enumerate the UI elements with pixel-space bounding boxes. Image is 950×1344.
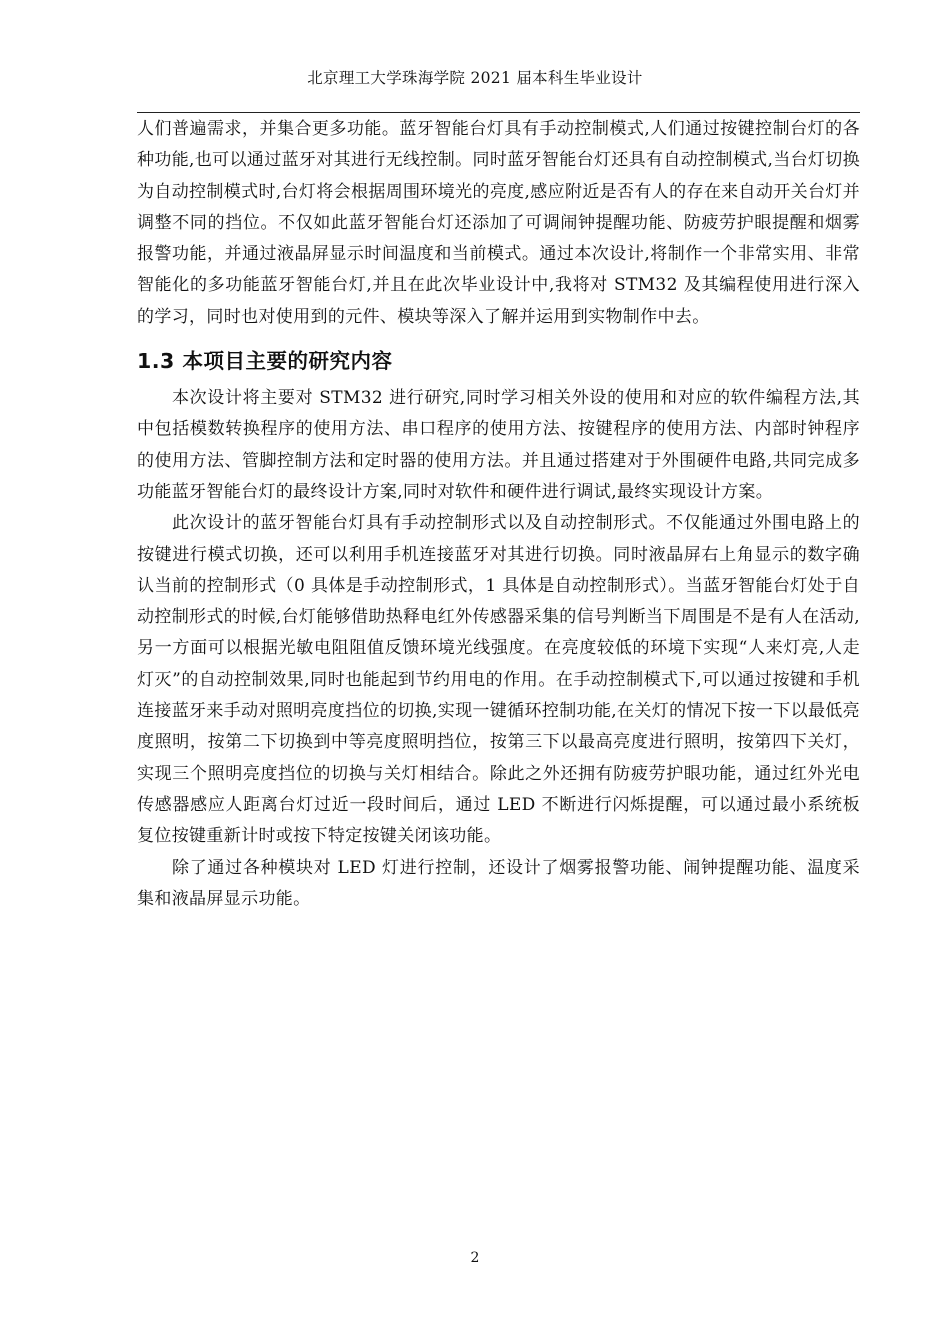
header-divider: [137, 112, 860, 113]
research-paragraph-2: 此次设计的蓝牙智能台灯具有手动控制形式以及自动控制形式。不仅能通过外围电路上的按键进行模式切换，还可以利用手机连接蓝牙对其进行切换。同时液晶屏右上角显示的数字确认当前的控制形式（0 具体是手动控制形式，1 具体是自动控制形式）。当蓝牙智能台灯处于自动控制形式的时候,台灯能够借助热释电红外传感器采集的信号判断当下周围是不是有人在活动,另一方面可以根据光敏电阻阻值反馈环境光线强度。在亮度较低的环境下实现“人来灯亮,人走灯灭”的自动控制效果,同时也能起到节约用电的作用。在手动控制模式下,可以通过按键和手机连接蓝牙来手动对照明亮度挡位的切换,实现一键循环控制功能,在关灯的情况下按一下以最低亮度照明，按第二下切换到中等亮度照明挡位，按第三下以最高亮度进行照明，按第四下关灯，实现三个照明亮度挡位的切换与关灯相结合。除此之外还拥有防疲劳护眼功能，通过红外光电传感器感应人距离台灯过近一段时间后，通过 LED 不断进行闪烁提醒，可以通过最小系统板复位按键重新计时或按下特定按键关闭该功能。: [137, 513, 860, 847]
intro-continued-paragraph: 人们普遍需求，并集合更多功能。蓝牙智能台灯具有手动控制模式,人们通过按键控制台灯的各种功能,也可以通过蓝牙对其进行无线控制。同时蓝牙智能台灯还具有自动控制模式,当台灯切换为自动控制模式时,台灯将会根据周围环境光的亮度,感应附近是否有人的存在来自动开关台灯并调整不同的挡位。不仅如此蓝牙智能台灯还添加了可调闹钟提醒功能、防疲劳护眼提醒和烟雾报警功能，并通过液晶屏显示时间温度和当前模式。通过本次设计,将制作一个非常实用、非常智能化的多功能蓝牙智能台灯,并且在此次毕业设计中,我将对 STM32 及其编程使用进行深入的学习，同时也对使用到的元件、模块等深入了解并运用到实物制作中去。: [137, 119, 860, 327]
research-paragraph-3: 除了通过各种模块对 LED 灯进行控制，还设计了烟雾报警功能、闹钟提醒功能、温度采集和液晶屏显示功能。: [137, 857, 860, 909]
page-number: 2: [470, 1250, 480, 1266]
page-body: [137, 114, 860, 915]
research-paragraph-1: 本次设计将主要对 STM32 进行研究,同时学习相关外设的使用和对应的软件编程方法,其中包括模数转换程序的使用方法、串口程序的使用方法、按键程序的使用方法、内部时钟程序的使用方法、管脚控制方法和定时器的使用方法。并且通过搭建对于外围硬件电路,共同完成多功能蓝牙智能台灯的最终设计方案,同时对软件和硬件进行调试,最终实现设计方案。: [137, 388, 860, 502]
section-heading: 1.3 本项目主要的研究内容: [137, 349, 393, 374]
page-header-title: 北京理工大学珠海学院 2021 届本科生毕业设计: [307, 69, 643, 87]
